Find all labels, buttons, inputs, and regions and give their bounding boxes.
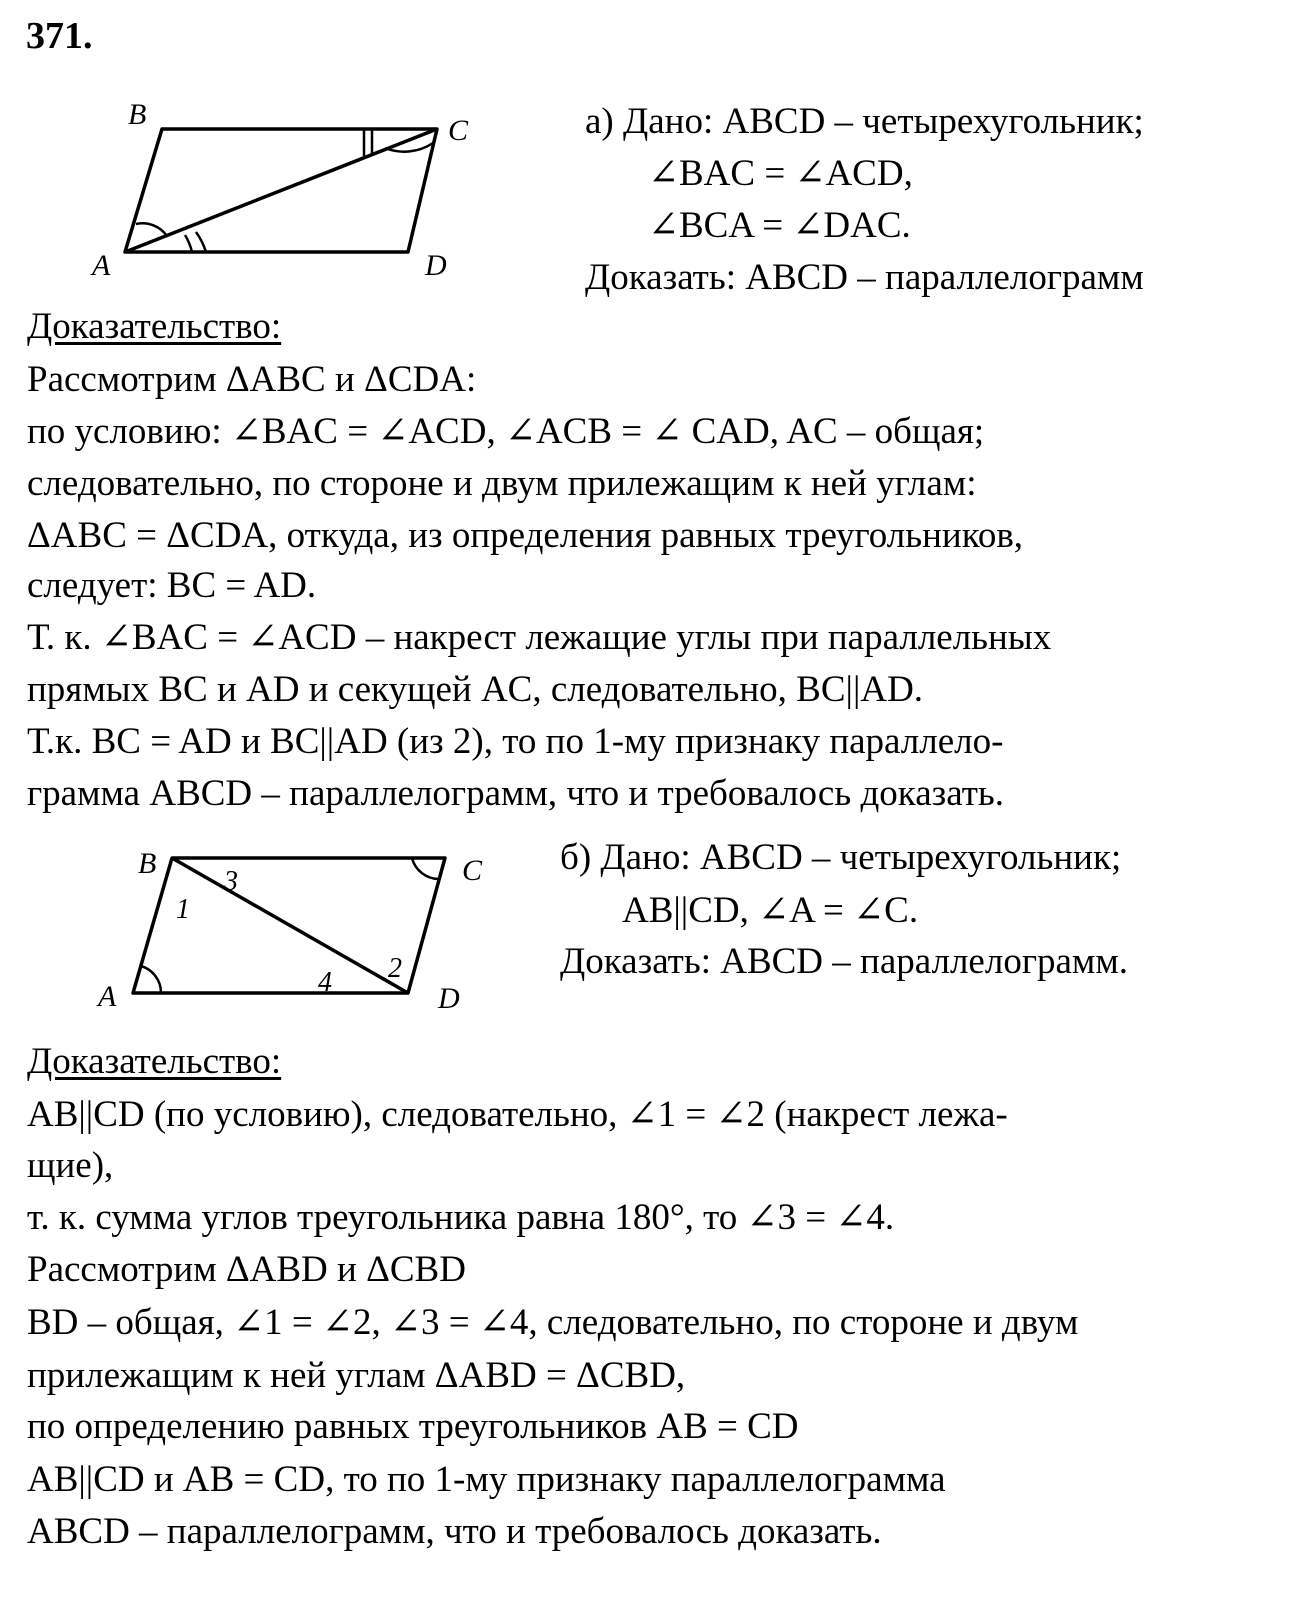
angle-1-label: 1: [176, 894, 190, 925]
part-a-proof-header: Доказательство:: [27, 306, 282, 347]
part-a-proof-line: Рассмотрим ΔABC и ΔCDA:: [27, 359, 477, 400]
part-a-proof-line: прямых BC и AD и секущей AC, следовательно, BC||AD.: [27, 669, 924, 710]
figure-a-label-a: A: [92, 249, 111, 282]
part-b-proof-line: AB||CD и AB = CD, то по 1-му признаку параллелограмма: [27, 1459, 946, 1500]
part-a-given-line: а) Дано: ABCD – четырехугольник;: [585, 101, 1144, 142]
part-a-proof-line: Т. к. ∠BAC = ∠ACD – накрест лежащие углы при параллельных: [27, 617, 1052, 658]
part-a-proof-line: грамма ABCD – параллелограмм, что и требовалось доказать.: [27, 773, 1005, 814]
angle-bca-marks: [364, 129, 372, 156]
figure-a-label-c: C: [448, 114, 469, 147]
figure-b-diagonal-bd: [172, 858, 408, 993]
figure-b-parallelogram: [90, 838, 510, 1023]
angle-3-label: 3: [224, 866, 238, 897]
part-b-given-line: б) Дано: ABCD – четырехугольник;: [560, 837, 1122, 878]
angle-4-label: 4: [318, 967, 332, 998]
part-a-proof-line: следовательно, по стороне и двум прилежащим к ней углам:: [27, 463, 977, 504]
figure-b-label-d: D: [438, 982, 460, 1015]
part-a-proof-line: ΔABC = ΔCDA, откуда, из определения равных треугольников,: [27, 515, 1024, 556]
angle-c-arc: [412, 858, 439, 879]
part-b-prove-line: Доказать: ABCD – параллелограмм.: [560, 941, 1128, 982]
figure-a-diagonal-ac: [125, 129, 437, 252]
angle-cad-arc: [185, 235, 192, 252]
part-b-proof-line: Рассмотрим ΔABD и ΔCBD: [27, 1249, 466, 1290]
part-b-proof-header: Доказательство:: [27, 1041, 282, 1082]
figure-b-label-c: C: [462, 854, 483, 887]
part-b-given-line: AB||CD, ∠A = ∠C.: [622, 890, 919, 931]
part-a-prove-line: Доказать: ABCD – параллелограмм: [585, 257, 1144, 298]
angle-2-label: 2: [388, 953, 402, 984]
figure-a-label-b: B: [128, 98, 147, 131]
part-a-proof-line: следует: BC = AD.: [27, 565, 317, 606]
part-b-proof-line: щие),: [27, 1145, 114, 1186]
figure-b-label-b: B: [138, 847, 157, 880]
part-b-proof-line: BD – общая, ∠1 = ∠2, ∠3 = ∠4, следовательно, по стороне и двум: [27, 1302, 1079, 1343]
part-a-proof-line: по условию: ∠BAC = ∠ACD, ∠ACB = ∠ CAD, AC – общая;: [27, 411, 985, 452]
part-b-proof-line: т. к. сумма углов треугольника равна 180°, то ∠3 = ∠4.: [27, 1197, 895, 1238]
problem-number: 371.: [26, 15, 93, 57]
figure-b-label-a: A: [98, 980, 117, 1013]
part-a-proof-line: Т.к. BC = AD и BC||AD (из 2), то по 1-му признаку параллело-: [27, 721, 1004, 762]
part-b-proof-line: AB||CD (по условию), следовательно, ∠1 = ∠2 (накрест лежа-: [27, 1094, 1008, 1135]
part-b-proof-line: по определению равных треугольников AB = CD: [27, 1406, 799, 1447]
part-a-given-line: ∠BCA = ∠DAC.: [648, 205, 911, 246]
part-a-given-line: ∠BAC = ∠ACD,: [648, 153, 913, 194]
angle-cad-arc-2: [196, 232, 206, 252]
part-b-proof-line: прилежащим к ней углам ΔABD = ΔCBD,: [27, 1355, 686, 1396]
figure-a-parallelogram: [80, 90, 500, 290]
angle-a-arc: [141, 966, 161, 993]
angle-bac-arc: [136, 223, 167, 236]
figure-a-label-d: D: [425, 249, 447, 282]
part-b-proof-line: ABCD – параллелограмм, что и требовалось доказать.: [27, 1511, 882, 1552]
